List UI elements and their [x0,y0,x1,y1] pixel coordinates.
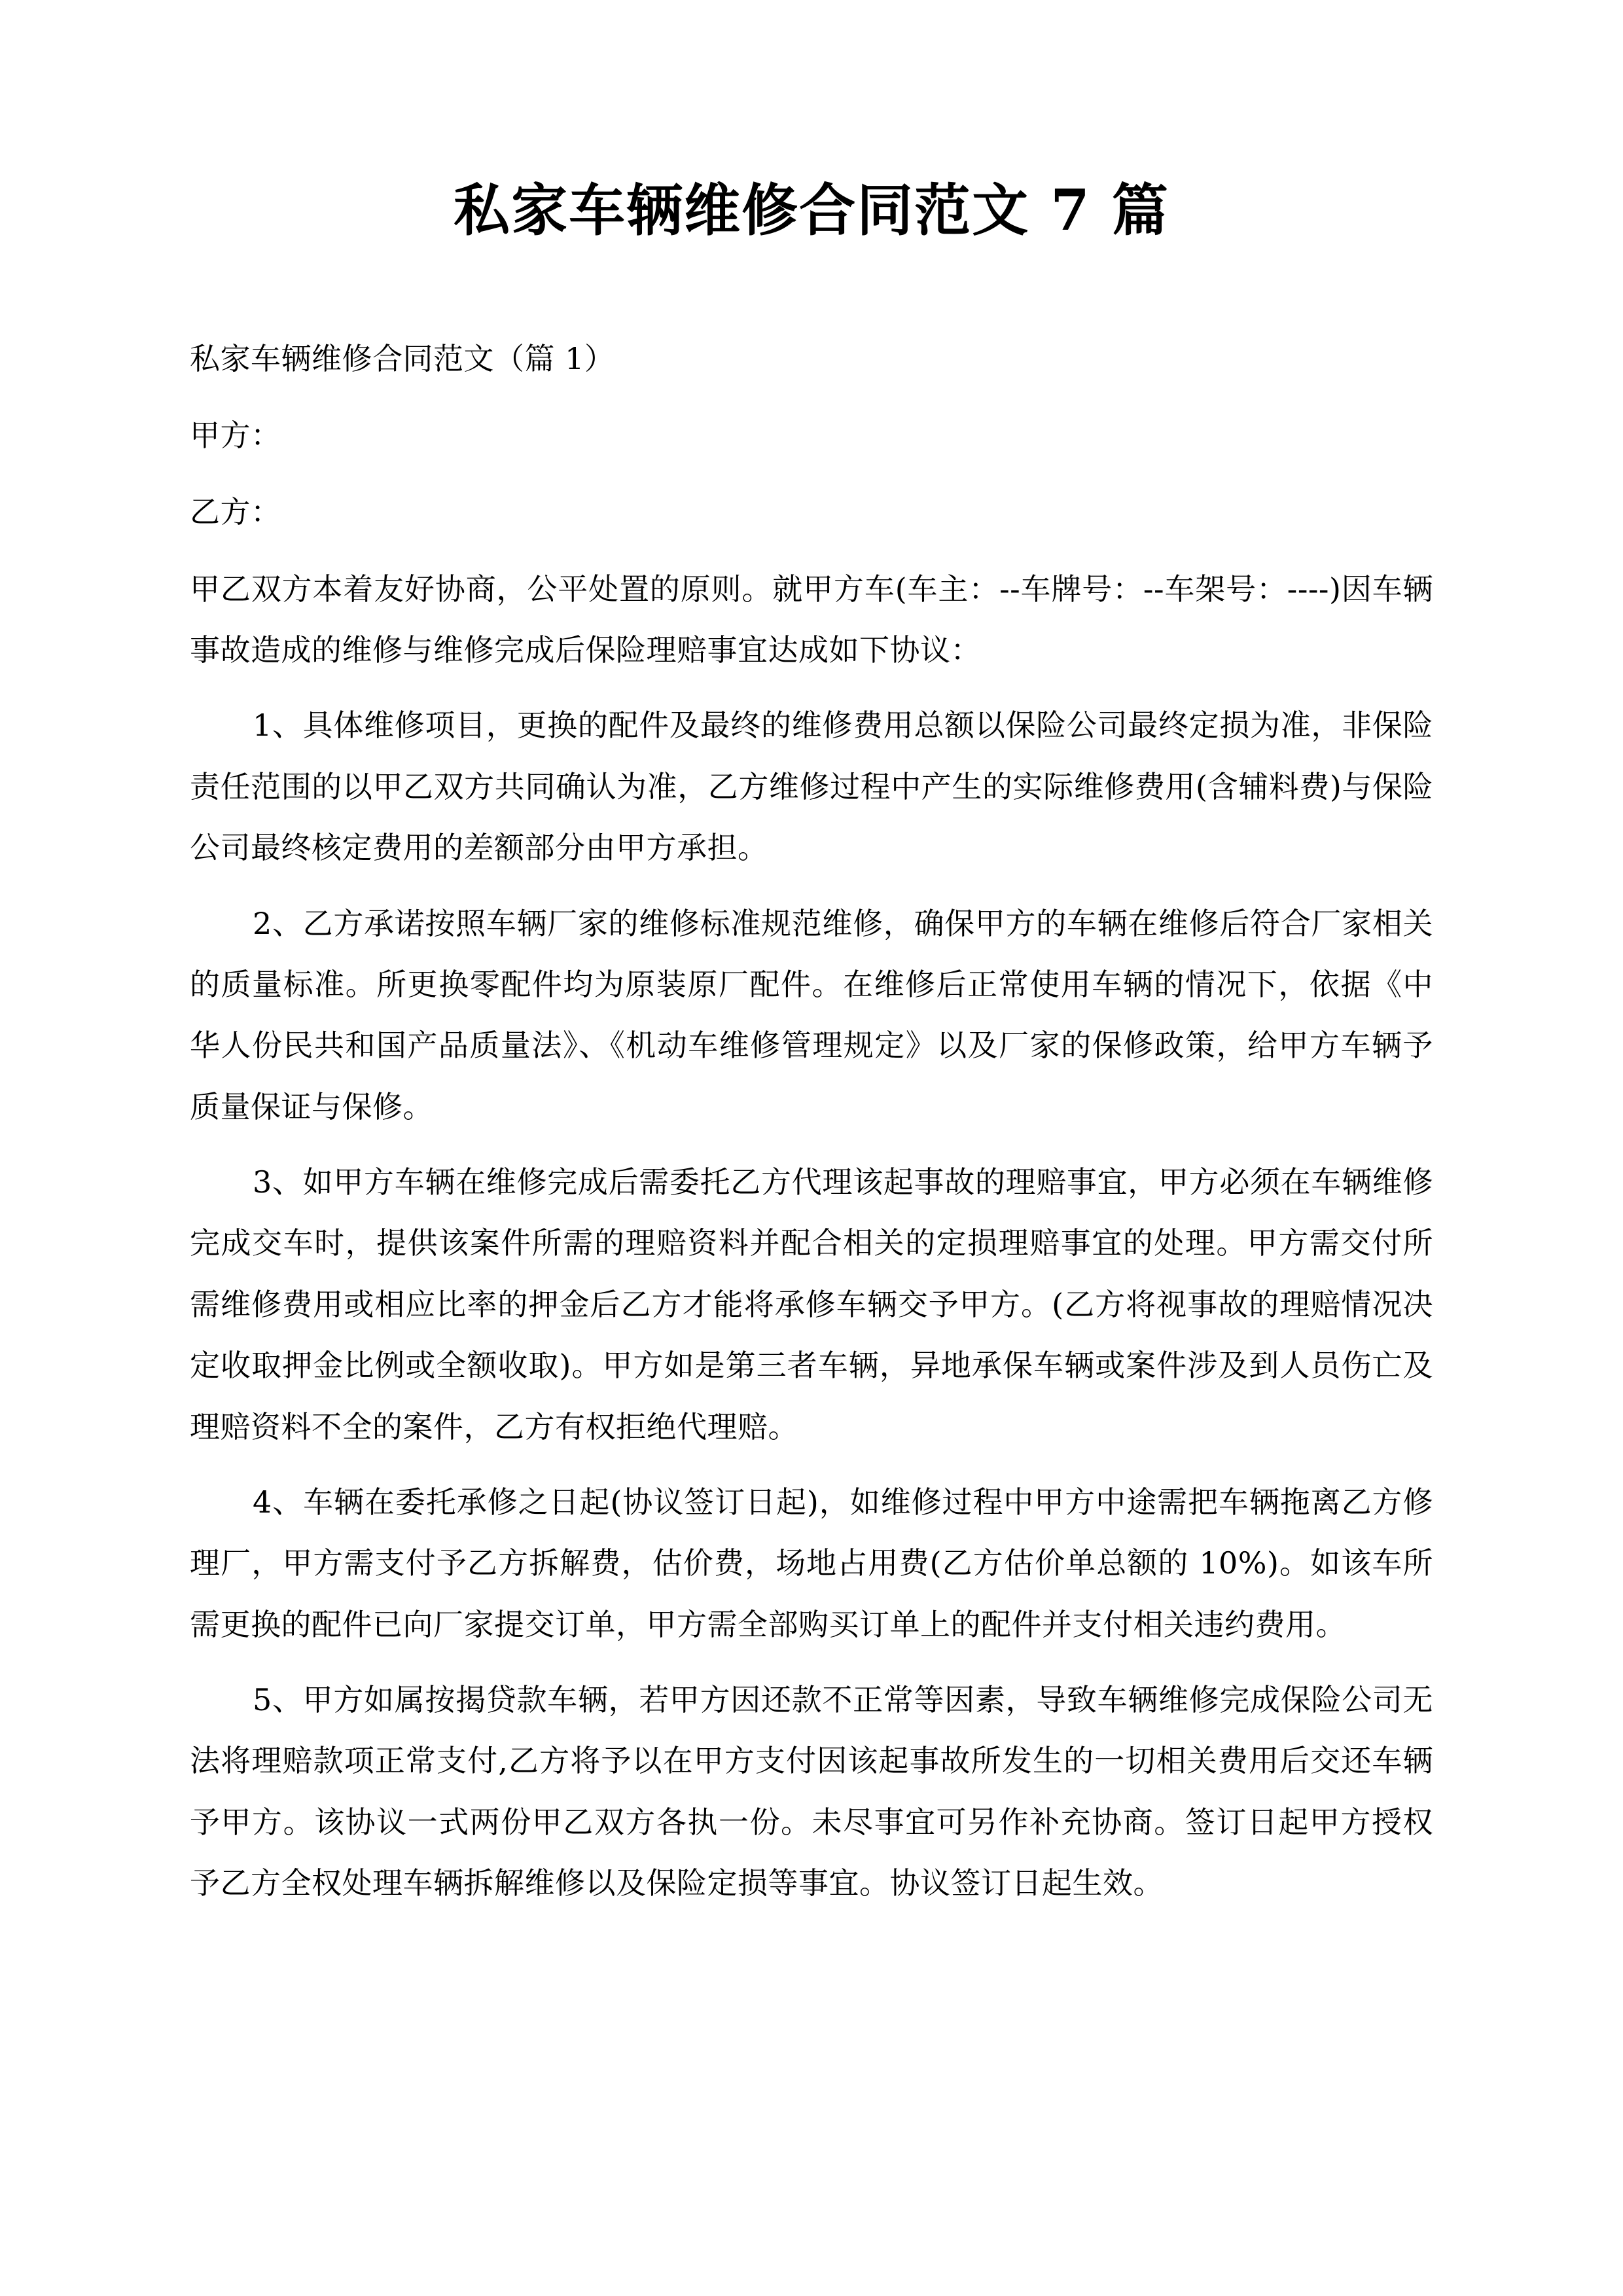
party-b-label: 乙方： [190,494,281,530]
clause-5: 5、甲方如属按揭贷款车辆，若甲方因还款不正常等因素，导致车辆维修完成保险公司无法将理赔款项正常支付,乙方将予以在甲方支付因该起事故所发生的一切相关费用后交还车辆予甲方。该协议一式两份甲乙双方各执一份。未尽事宜可另作补充协商。签订日起甲方授权予乙方全权处理车辆拆解维修以及保险定损等事宜。协议签订日起生效。 [190,1682,1433,1901]
party-a-label: 甲方： [190,417,281,453]
section-subtitle: 私家车辆维修合同范文（篇 1） [190,340,615,376]
clause-4: 4、车辆在委托承修之日起(协议签订日起)，如维修过程中甲方中途需把车辆拖离乙方修理厂，甲方需支付予乙方拆解费，估价费，场地占用费(乙方估价单总额的 10%)。如该车所需更换的配件已向厂家提交订单，甲方需全部购买订单上的配件并支付相关违约费用。 [190,1484,1433,1642]
clause-2: 2、乙方承诺按照车辆厂家的维修标准规范维修，确保甲方的车辆在维修后符合厂家相关的质量标准。所更换零配件均为原装原厂配件。在维修后正常使用车辆的情况下，依据《中华人份民共和国产品质量法》、《机动车维修管理规定》以及厂家的保修政策，给甲方车辆予质量保证与保修。 [190,905,1433,1124]
clause-1: 1、具体维修项目，更换的配件及最终的维修费用总额以保险公司最终定损为准，非保险责任范围的以甲乙双方共同确认为准，乙方维修过程中产生的实际维修费用(含辅料费)与保险公司最终核定费用的差额部分由甲方承担。 [190,708,1433,866]
page-title: 私家车辆维修合同范文 7 篇 [454,177,1169,243]
document-content [190,0,1433,1914]
lead-paragraph: 甲乙双方本着友好协商，公平处置的原则。就甲方车(车主：--车牌号：--车架号：----)因车辆事故造成的维修与维修完成后保险理赔事宜达成如下协议： [190,571,1433,668]
clause-3: 3、如甲方车辆在维修完成后需委托乙方代理该起事故的理赔事宜，甲方必须在车辆维修完成交车时，提供该案件所需的理赔资料并配合相关的定损理赔事宜的处理。甲方需交付所需维修费用或相应比率的押金后乙方才能将承修车辆交予甲方。(乙方将视事故的理赔情况决定收取押金比例或全额收取)。甲方如是第三者车辆，异地承保车辆或案件涉及到人员伤亡及理赔资料不全的案件，乙方有权拒绝代理赔。 [190,1164,1433,1444]
